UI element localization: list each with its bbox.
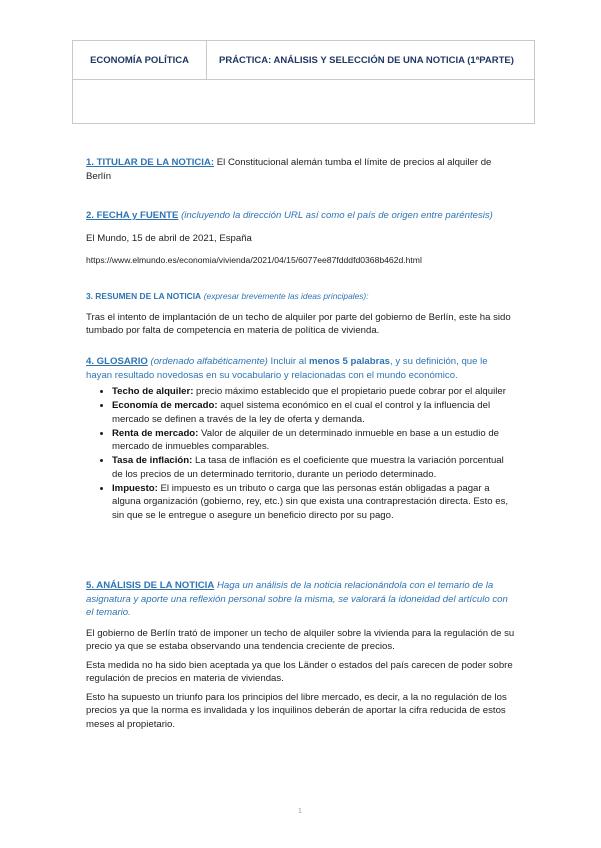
glosario-intro1: Incluir al — [270, 356, 307, 367]
glossary-term: Tasa de inflación: — [112, 455, 193, 466]
header-table — [72, 40, 535, 124]
header-row — [73, 41, 534, 80]
glossary-item — [112, 482, 516, 523]
section-titular — [86, 156, 516, 183]
glossary-def: precio máximo establecido que el propietario puede cobrar por el alquiler — [193, 386, 506, 397]
glosario-hint: (ordenado alfabéticamente) — [150, 356, 268, 367]
glosario-label: 4. GLOSARIO — [86, 356, 148, 367]
glossary-term: Techo de alquiler: — [112, 386, 194, 397]
analisis-paragraph: Esta medida no ha sido bien aceptada ya que los Länder o estados del país carecen de poder sobre regulación de precios en materia de viviendas. — [86, 659, 513, 684]
resumen-hint: (expresar brevemente las ideas principales): — [203, 291, 369, 301]
glossary-item — [112, 454, 516, 481]
subject-cell: ECONOMÍA POLÍTICA — [73, 41, 207, 79]
section-analisis — [86, 579, 516, 736]
section-resumen — [86, 290, 516, 343]
analisis-hint: Haga un análisis de la noticia relacionándola con el temario de la asignatura y aporte una reflexión personal sobre la misma, se valorará la idoneidad del artículo con el temario. — [86, 580, 508, 618]
glossary-def: La tasa de inflación es el coeficiente que muestra la variación porcentual de los precios de un determinado territorio, durante un periodo determinado. — [112, 455, 504, 480]
glossary-def: El impuesto es un tributo o carga que las personas están obligadas a pagar a alguna organización (gobierno, rey, etc.) sin que exista una contraprestación directa. Esto es, sin que se le entregue o asegure un beneficio directo por su pago. — [112, 482, 509, 521]
fecha-label: 2. FECHA y FUENTE — [86, 210, 179, 221]
fecha-date: El Mundo, 15 de abril de 2021, España — [86, 232, 252, 244]
page-number: 1 — [298, 808, 302, 815]
glossary-def: Valor de alquiler de un determinado inmueble en base a un estudio de mercado de inmuebles comparables. — [112, 427, 500, 452]
glosario-intro-bold: menos 5 palabras — [308, 356, 390, 367]
glossary-item — [112, 385, 516, 399]
glossary-list — [86, 385, 516, 522]
resumen-label: 3. RESUMEN DE LA NOTICIA — [86, 291, 202, 301]
glossary-term: Impuesto: — [112, 482, 158, 494]
glossary-term: Renta de mercado: — [112, 427, 199, 439]
titular-label: 1. TITULAR DE LA NOTICIA: — [86, 157, 215, 168]
titular-text: El Constitucional alemán tumba el límite de precios al alquiler de Berlín — [86, 157, 492, 182]
section-glosario — [86, 355, 516, 523]
glossary-def: aquel sistema económico en el cual el control y la influencia del mercado se definen a través de la ley de oferta y demanda. — [112, 400, 491, 425]
analisis-label: 5. ANÁLISIS DE LA NOTICIA — [86, 580, 215, 591]
fecha-url: https://www.elmundo.es/economia/vivienda/2021/04/15/6077ee87fdddfd0368b462d.html — [86, 255, 422, 265]
analisis-paragraph: El gobierno de Berlín trató de imponer un techo de alquiler sobre la vivienda para la regulación de su precio ya que se estaba observando una tendencia creciente de precios. — [86, 627, 515, 652]
resumen-text: Tras el intento de implantación de un techo de alquiler por parte del gobierno de Berlín, este ha sido tumbado por falta de competencia en materia de política de vivienda. — [86, 311, 511, 336]
glosario-intro2: , y su definición, que le hayan resultado novedosas en su vocabulario y relacionadas con el mundo económico. — [86, 356, 488, 381]
glossary-term: Economía de mercado: — [112, 400, 218, 411]
fecha-hint: (incluyendo la dirección URL así como el país de origen entre paréntesis) — [181, 210, 493, 221]
title-cell: PRÁCTICA: ANÁLISIS Y SELECCIÓN DE UNA NOTICIA (1ªPARTE) — [219, 54, 514, 66]
analisis-paragraph: Esto ha supuesto un triunfo para los principios del libre mercado, es decir, a la no regulación de los precios ya que la norma es invalidada y los inquilinos deberán de aportar la cifra reducida de estos meses al propietario. — [86, 691, 507, 730]
glossary-item — [112, 427, 516, 454]
section-fecha — [86, 209, 516, 273]
glossary-item — [112, 399, 516, 426]
